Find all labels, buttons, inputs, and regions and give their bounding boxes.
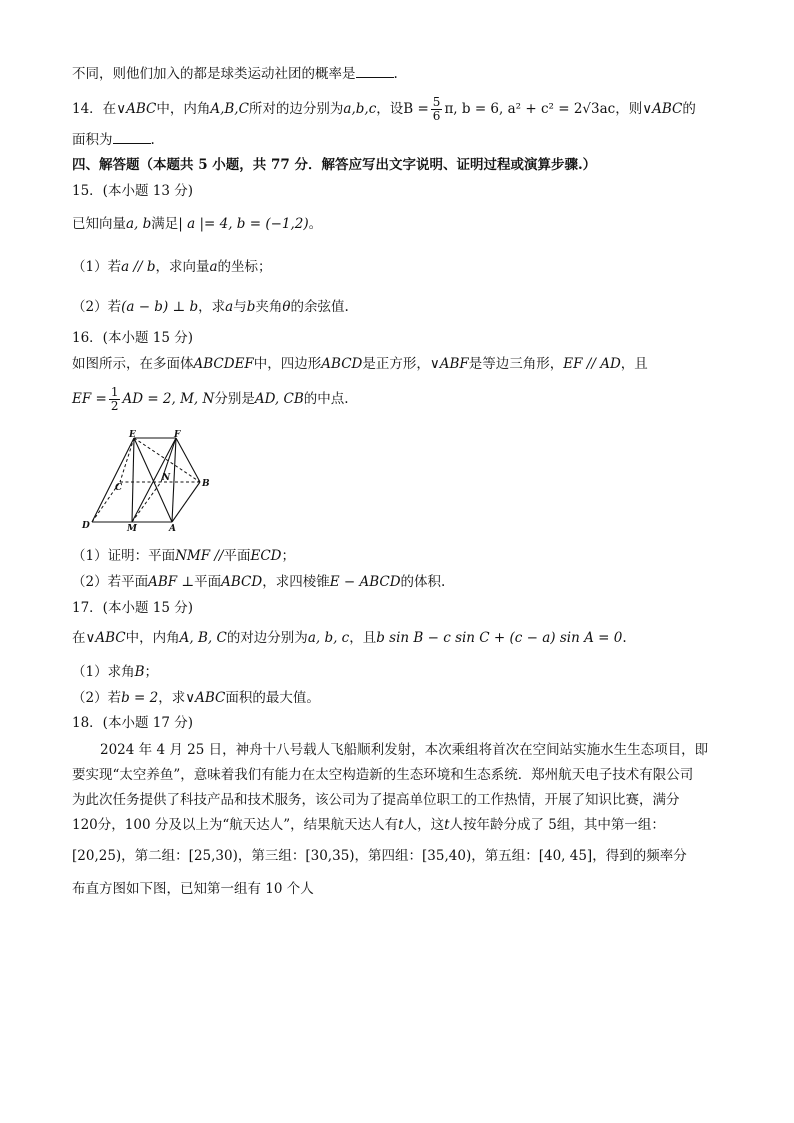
q16-part2	[72, 572, 732, 592]
q17-l1-g: ，且	[349, 630, 377, 646]
edge-fa	[172, 438, 176, 522]
q16-l1-h: EF // AD	[563, 356, 621, 372]
q16-l1-e: 是正方形，	[362, 356, 430, 372]
q16-p2-d: ABCD	[221, 574, 263, 590]
q14-sides: a,b,c	[343, 101, 377, 117]
label-m: M	[127, 524, 137, 534]
q17-l1-c: 中，内角	[125, 630, 180, 646]
q15-given-b: 满足	[151, 216, 179, 232]
q16-p2-e: ，求四棱锥	[262, 574, 330, 590]
q15-p1-e: 的坐标；	[217, 259, 272, 275]
section-four-heading: 四、解答题（本题共 5 小题，共 77 分．解答应写出文字说明、证明过程或演算步骤.）	[72, 157, 597, 173]
q16-part1	[72, 546, 732, 566]
q17-l1-h: b sin B − c sin C + (c − a) sin A = 0	[376, 630, 623, 646]
q16-p2-g: 的体积.	[400, 574, 446, 590]
q15-p2-c: ，求	[198, 299, 226, 315]
label-f: F	[174, 430, 181, 440]
q18-line2: 要实现“太空养鱼”，意味着我们有能力在太空构造新的生态环境和生态系统．郑州航天电子技术有限公司	[72, 767, 694, 783]
q14-frac-den: 6	[432, 109, 441, 123]
q18-l4-t2: t	[444, 817, 450, 833]
q15-p2-d: a	[225, 299, 234, 315]
q15-p1-b: a // b	[121, 259, 156, 275]
q18-line1: 2024 年 4 月 25 日，神舟十八号载人飞船顺利发射，本次乘组将首次在空间站实施水生生态项目，即	[100, 742, 709, 758]
edge-em	[132, 438, 134, 522]
q16-l2-a: EF =	[72, 391, 107, 407]
q16-p1-b: NMF //	[175, 548, 224, 564]
q13-tail	[72, 64, 732, 84]
q15-p2-f: b	[246, 299, 256, 315]
q17-l1-f: a, b, c	[307, 630, 350, 646]
q16-p2-a: （2）若平面	[72, 574, 149, 590]
q16-p1-c: 平面	[223, 548, 251, 564]
q14-text4: ，则	[615, 101, 643, 117]
label-c: C	[115, 483, 123, 493]
q18-line5: [20,25)，第二组：[25,30)，第三组：[30,35)，第四组：[35,40)，第五组：[40, 45]，得到的频率分	[72, 848, 687, 864]
q16-l2-d: AD, CB	[254, 391, 304, 407]
q14-line2	[72, 130, 732, 150]
q16-p1-a: （1）证明：平面	[72, 548, 176, 564]
edge-ab	[172, 482, 200, 522]
q16-l2-c: 分别是	[214, 391, 255, 407]
label-d: D	[82, 521, 90, 531]
q17-part2	[72, 688, 732, 708]
q18-line3: 为此次任务提供了科技产品和技术服务，该公司为了提高单位职工的工作热情，开展了知识比赛，满分	[72, 792, 680, 808]
q16-l2-e: 的中点.	[303, 391, 349, 407]
q14-text1: 中，内角	[156, 101, 211, 117]
label-a: A	[169, 524, 176, 534]
q14-angles: A,B,C	[210, 101, 249, 117]
q14-cond-b: π, b = 6, a² + c² = 2√3ac	[444, 101, 616, 117]
q15-vectors: a, b	[126, 216, 152, 232]
q18-l4-a: 120分，100 分及以上为“航天达人”，结果航天达人有	[72, 817, 399, 833]
q17-l1-e: 的对边分别为	[226, 630, 308, 646]
q17-line1	[72, 628, 732, 648]
q15-p2-theta: θ	[282, 299, 291, 315]
q15-head: 15．(本小题 13 分)	[72, 183, 193, 199]
q14-answer-blank	[113, 130, 151, 144]
q17-p1-a: （1）求角	[72, 664, 135, 680]
q17-p2-c: ，求	[158, 690, 186, 706]
q16-l1-b: ABCDEF	[193, 356, 254, 372]
q14-frac-num: 5	[432, 95, 441, 109]
q17-p2-a: （2）若	[72, 690, 122, 706]
q16-p2-c: 平面	[194, 574, 222, 590]
q18-line4	[72, 815, 732, 835]
q16-l1-a: 如图所示，在多面体	[72, 356, 194, 372]
q15-p2-a: （2）若	[72, 299, 122, 315]
q17-l1-d: A, B, C	[179, 630, 227, 646]
q17-p1-b: B	[134, 664, 145, 680]
q14-cond-a: B =	[403, 101, 429, 117]
q16-l1-f: ∨ABF	[429, 356, 469, 372]
q14-suffix: 的	[682, 101, 696, 117]
q16-frac-num: 1	[110, 385, 119, 399]
q17-head: 17．(本小题 15 分)	[72, 600, 193, 616]
q16-line2	[72, 386, 732, 413]
q18-l4-b: 人，这	[403, 817, 445, 833]
q15-p2-i: 的余弦值.	[290, 299, 349, 315]
q15-p1-a: （1）若	[72, 259, 122, 275]
q16-l1-d: ABCD	[321, 356, 363, 372]
q13-period: .	[393, 66, 398, 82]
q17-p2-b: b = 2	[121, 690, 159, 706]
q13-text: 不同，则他们加入的都是球类运动社团的概率是	[72, 66, 356, 82]
q18-line6: 布直方图如下图，已知第一组有 10 个人	[72, 881, 314, 897]
q16-line1	[72, 354, 732, 374]
q17-l1-b: ∨ABC	[85, 630, 126, 646]
q14-period: .	[150, 132, 155, 148]
q15-p2-e: 与	[233, 299, 247, 315]
q14-triangle: ∨ABC	[116, 101, 157, 117]
q16-l1-c: 中，四边形	[253, 356, 322, 372]
edge-fb	[176, 438, 200, 482]
q16-p1-d: ECD	[250, 548, 282, 564]
q15-part2	[72, 297, 732, 317]
edge-ec-dashed	[120, 438, 134, 482]
q13-answer-blank	[356, 64, 394, 78]
q16-l2-b: AD = 2, M, N	[122, 391, 215, 407]
q17-p2-d: ∨ABC	[185, 690, 226, 706]
q15-given	[72, 214, 732, 234]
q14-number: 14．在	[72, 101, 117, 117]
q16-p2-b: ABF ⊥	[148, 574, 195, 590]
q15-given-a: 已知向量	[72, 216, 126, 232]
q16-frac-den: 2	[110, 399, 119, 413]
q16-l1-i: ，且	[620, 356, 648, 372]
q15-p1-d: a	[209, 259, 218, 275]
q14-text2: 所对的边分别为	[248, 101, 344, 117]
q14-line1	[72, 96, 732, 123]
q15-part1	[72, 257, 732, 277]
q15-given-d: 。	[308, 216, 323, 232]
q16-p2-f: E − ABCD	[329, 574, 401, 590]
q18-head: 18．(本小题 17 分)	[72, 715, 193, 731]
q15-p2-g: 夹角	[255, 299, 283, 315]
q17-part1	[72, 662, 732, 682]
label-b: B	[202, 479, 210, 489]
q16-l1-g: 是等边三角形，	[468, 356, 564, 372]
q17-p2-e: 面积的最大值。	[225, 690, 320, 706]
q14-text3: ，设	[376, 101, 404, 117]
q15-p2-b: (a − b) ⊥ b	[121, 299, 199, 315]
q17-l1-i: .	[622, 630, 627, 646]
q18-l4-t: t	[398, 817, 404, 833]
q16-p1-e: ；	[281, 548, 295, 564]
q14-area-text: 面积为	[72, 132, 113, 148]
q17-p1-c: ；	[144, 664, 159, 680]
q15-p1-c: ，求向量	[155, 259, 210, 275]
q14-fraction	[431, 96, 443, 123]
polyhedron-figure	[78, 430, 218, 535]
q15-given-c: | a |= 4, b = (−1,2)	[178, 216, 309, 232]
q18-l4-c: 人按年龄分成了 5组，其中第一组：	[449, 817, 665, 833]
q17-l1-a: 在	[72, 630, 86, 646]
label-e: E	[129, 430, 136, 440]
edge-ed	[92, 438, 134, 522]
q16-head: 16．(本小题 15 分)	[72, 330, 193, 346]
q14-triangle2: ∨ABC	[642, 101, 683, 117]
q16-fraction	[109, 386, 121, 413]
label-n: N	[162, 473, 171, 483]
